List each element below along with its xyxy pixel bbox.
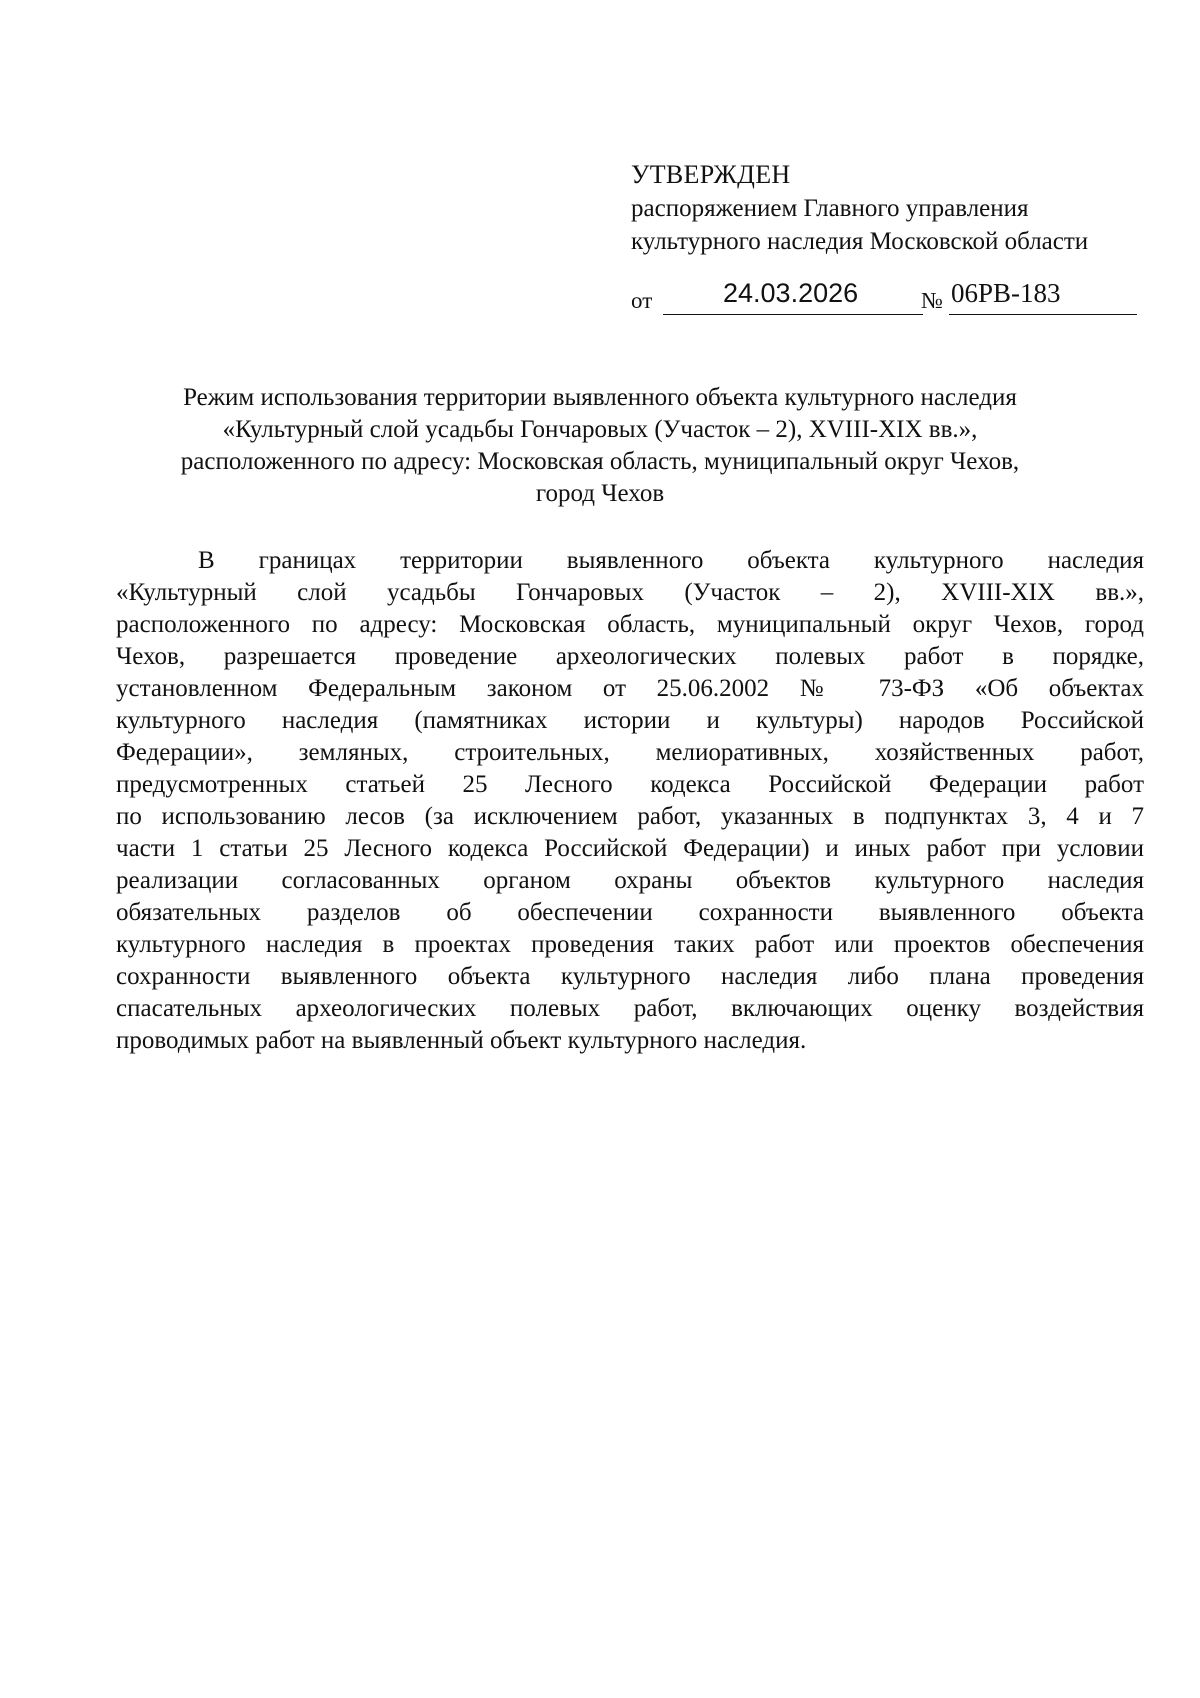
approval-stamp <box>631 158 1151 258</box>
title-line: Режим использования территории выявленного объекта культурного наследия <box>183 384 1017 411</box>
body-line: сохранности выявленного объекта культурного наследия либо плана проведения <box>116 963 1144 990</box>
approval-authority-line-2: культурного наследия Московской области <box>631 228 1089 255</box>
body-line: по использованию лесов (за исключением работ, указанных в подпунктах 3, 4 и 7 <box>116 803 1144 830</box>
body-line: культурного наследия в проектах проведения таких работ или проектов обеспечения <box>116 931 1144 958</box>
body-line: части 1 статьи 25 Лесного кодекса Российской Федерации) и иных работ при условии <box>116 835 1144 862</box>
body-line: культурного наследия (памятниках истории и культуры) народов Российской <box>116 707 1144 734</box>
approval-authority-line-1: распоряжением Главного управления <box>631 195 1029 222</box>
body-paragraph <box>116 545 1144 1057</box>
title-line: «Культурный слой усадьбы Гончаровых (Участок – 2), XVIII-XIX вв.», <box>222 416 978 443</box>
body-line: В границах территории выявленного объекта культурного наследия <box>198 547 1144 574</box>
date-underline <box>663 314 923 315</box>
approval-number: 06РВ-183 <box>951 278 1061 308</box>
body-line: реализации согласованных органом охраны объектов культурного наследия <box>116 867 1144 894</box>
title-line: город Чехов <box>535 480 665 507</box>
body-line: «Культурный слой усадьбы Гончаровых (Участок – 2), XVIII-XIX вв.», <box>116 579 1144 606</box>
body-line: спасательных археологических полевых работ, включающих оценку воздействия <box>116 995 1144 1022</box>
body-line: проводимых работ на выявленный объект культурного наследия. <box>116 1027 807 1054</box>
body-line: предусмотренных статьей 25 Лесного кодекса Российской Федерации работ <box>116 771 1144 798</box>
number-label: № <box>921 288 943 313</box>
approval-date-number <box>631 277 1136 317</box>
body-line: Чехов, разрешается проведение археологических полевых работ в порядке, <box>116 643 1144 670</box>
title-line: расположенного по адресу: Московская область, муниципальный округ Чехов, <box>180 448 1020 475</box>
date-label: от <box>631 288 653 313</box>
body-line: установленном Федеральным законом от 25.06.2002 № 73-ФЗ «Об объектах <box>116 675 1144 702</box>
number-underline <box>949 314 1137 315</box>
document-title <box>100 382 1100 510</box>
body-line: обязательных разделов об обеспечении сохранности выявленного объекта <box>116 899 1144 926</box>
body-line: расположенного по адресу: Московская область, муниципальный округ Чехов, город <box>116 611 1144 638</box>
approval-date: 24.03.2026 <box>723 278 859 308</box>
approval-heading: УТВЕРЖДЕН <box>631 160 791 189</box>
body-line: Федерации», земляных, строительных, мелиоративных, хозяйственных работ, <box>116 739 1144 766</box>
